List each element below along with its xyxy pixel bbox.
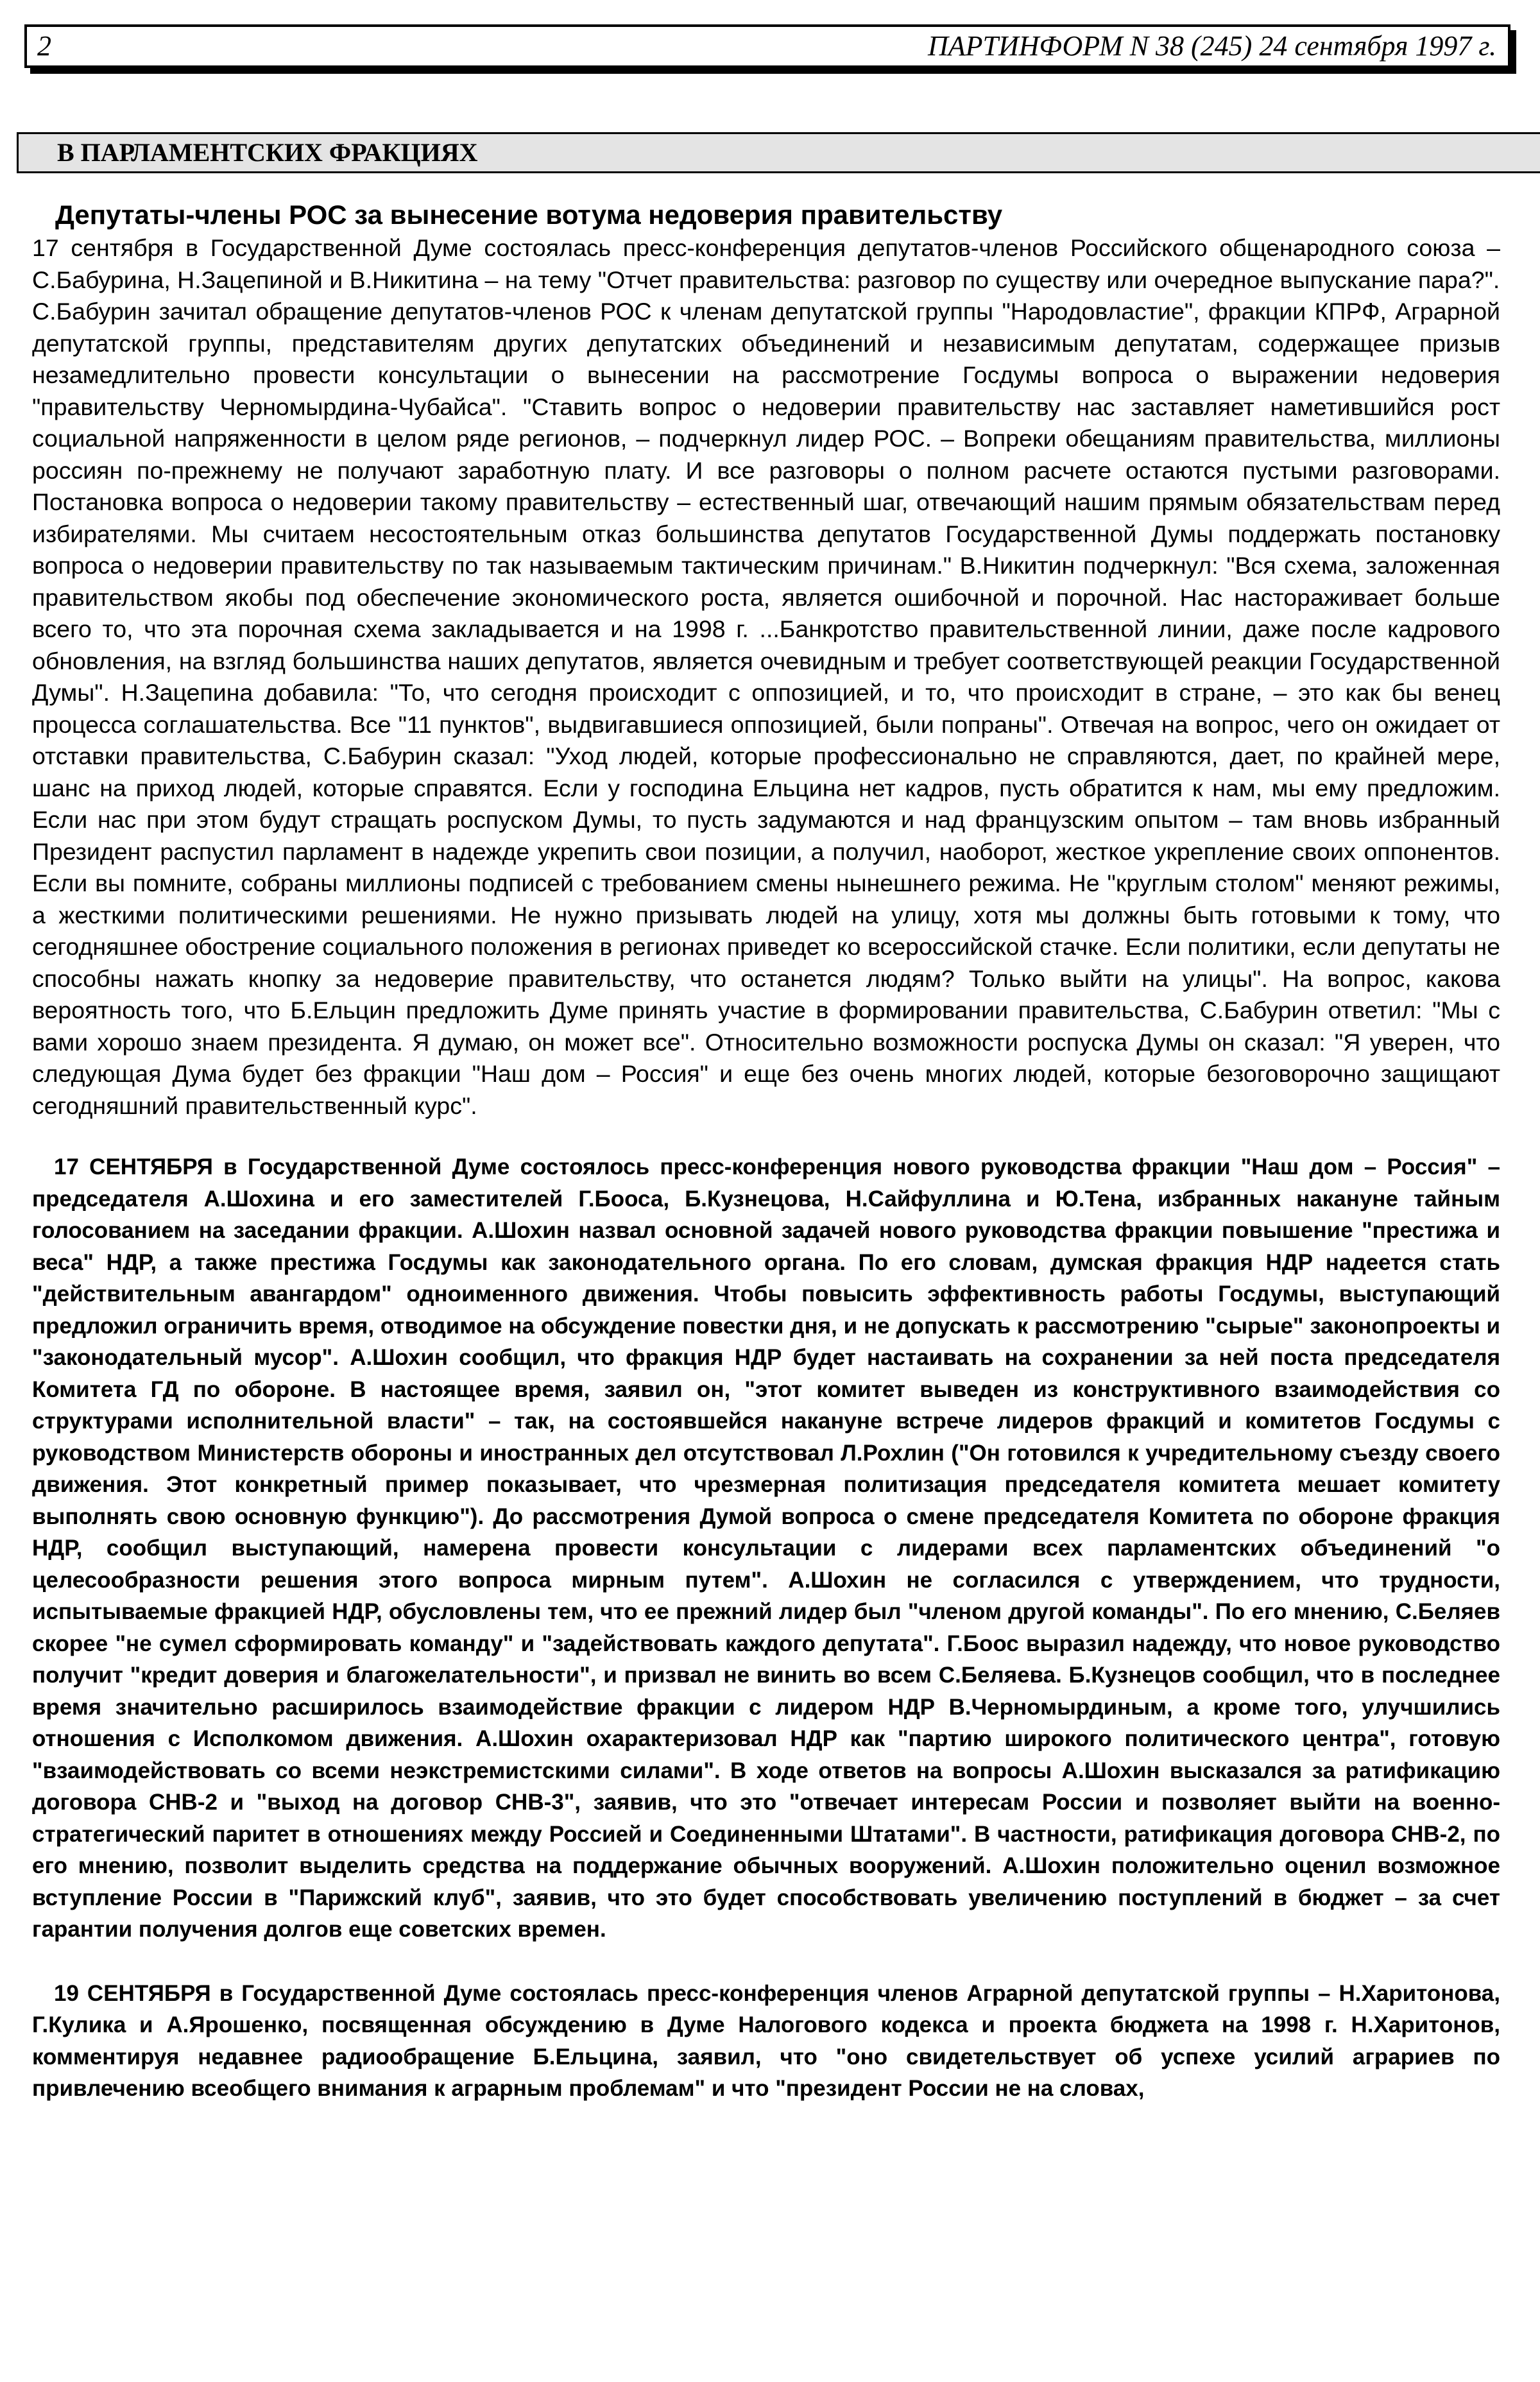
page-number: 2 bbox=[37, 30, 51, 62]
news-item-agrarian: 19 СЕНТЯБРЯ в Государственной Думе состоялась пресс-конференция членов Аграрной депутатской группы – Н.Харитонова, Г.Кулика и А.Ярошенко, посвященная обсуждению в Думе Налогового кодекса и проекта бюджета на 1998 г. Н.Харитонов, комментируя недавнее радиообращение Б.Ельцина, заявил, что "оно свидетельствует об успехе усилий аграриев по привлечению всеобщего внимания к аграрным проблемам" и что "президент России не на словах, bbox=[32, 1980, 1500, 2101]
page-header bbox=[24, 24, 1510, 68]
article-content bbox=[32, 198, 1500, 2105]
issue-info: ПАРТИНФОРМ N 38 (245) 24 сентября 1997 г. bbox=[928, 30, 1496, 62]
article-paragraph-1: 17 сентября в Государственной Думе состоялась пресс-конференция депутатов-членов Российского общенародного союза – С.Бабурина, Н.Зацепиной и В.Никитина – на тему "Отчет правительства: разговор по существу или очередное выпускание пара?". bbox=[32, 234, 1500, 293]
section-title: В ПАРЛАМЕНТСКИХ ФРАКЦИЯХ bbox=[17, 132, 1540, 173]
news-item-ndr: 17 СЕНТЯБРЯ в Государственной Думе состоялось пресс-конференция нового руководства фракции "Наш дом – Россия" – председателя А.Шохина и его заместителей Г.Бооса, Б.Кузнецова, Н.Сайфуллина и Ю.Тена, избранных накануне тайным голосованием на заседании фракции. А.Шохин назвал основной задачей нового руководства фракции повышение "престижа и веса" НДР, а также престижа Госдумы как законодательного органа. По его словам, думская фракция НДР надеется стать "действительным авангардом" одноименного движения. Чтобы повысить эффективность работы Госдумы, выступающий предложил ограничить время, отводимое на обсуждение повестки дня, и не допускать к рассмотрению "сырые" законопроекты и "законодательный мусор". А.Шохин сообщил, что фракция НДР будет настаивать на сохранении за ней поста председателя Комитета ГД по обороне. В настоящее время, заявил он, "этот комитет выведен из конструктивного взаимодействия со структурами исполнительной власти" – так, на состоявшейся накануне встрече лидеров фракций и комитетов Госдумы с руководством Министерств обороны и иностранных дел отсутствовал Л.Рохлин ("Он готовился к учредительному съезду своего движения. Этот конкретный пример показывает, что чрезмерная политизация председателя комитета мешает комитету выполнять свою основную функцию"). До рассмотрения Думой вопроса о смене председателя Комитета по обороне фракция НДР, сообщил выступающий, намерена провести консультации с лидерами всех парламентских объединений "о целесообразности решения этого вопроса мирным путем". А.Шохин не согласился с утверждением, что трудности, испытываемые фракцией НДР, обусловлены тем, что ее прежний лидер был "членом другой команды". По его мнению, С.Беляев скорее "не сумел сформировать команду" и "задействовать каждого депутата". Г.Боос выразил надежду, что новое руководство получит "кредит доверия и благожелательности", и призвал не винить во всем С.Беляева. Б.Кузнецов сообщил, что в последнее время значительно расширилось взаимодействие фракции с лидером НДР В.Черномырдиным, а кроме того, улучшились отношения с Исполкомом движения. А.Шохин охарактеризовал НДР как "партию широкого политического центра", готовую "взаимодействовать со всеми неэкстремистскими силами". В ходе ответов на вопросы А.Шохин высказался за ратификацию договора СНВ-2 и "выход на договор СНВ-3", заявив, что это "отвечает интересам России и позволяет выйти на военно-стратегический паритет в отношениях между Россией и Соединенными Штатами". В частности, ратификация договора СНВ-2, по его мнению, позволит выделить средства на поддержание обычных вооружений. А.Шохин положительно оценил возможное вступление России в "Парижский клуб", заявив, что это будет способствовать увеличению поступлений в бюджет – за счет гарантии получения долгов еще советских времен. bbox=[32, 1154, 1500, 1942]
article-title: Депутаты-члены РОС за вынесение вотума недоверия правительству bbox=[55, 200, 1003, 230]
article-paragraph-2: С.Бабурин зачитал обращение депутатов-членов РОС к членам депутатской группы "Народовластие", фракции КПРФ, Аграрной депутатской группы, представителям других депутатских объединений и независимым депутатам, содержащее призыв незамедлительно провести консультации о вынесении на рассмотрение Госдумы вопроса о выражении недоверия "правительству Черномырдина-Чубайса". "Ставить вопрос о недоверии правительству нас заставляет наметившийся рост социальной напряженности в целом ряде регионов, – подчеркнул лидер РОС. – Вопреки обещаниям правительства, миллионы россиян по-прежнему не получают заработную плату. И все разговоры о полном расчете остаются пустыми разговорами. Постановка вопроса о недоверии такому правительству – естественный шаг, отвечающий нашим прямым обязательствам перед избирателями. Мы считаем несостоятельным отказ большинства депутатов Государственной Думы поддержать постановку вопроса о недоверии правительству по так называемым тактическим причинам." В.Никитин подчеркнул: "Вся схема, заложенная правительством якобы под обеспечение экономического роста, является ошибочной и порочной. Нас настораживает больше всего то, что эта порочная схема закладывается и на 1998 г. ...Банкротство правительственной линии, даже после кадрового обновления, на взгляд большинства наших депутатов, является очевидным и требует соответствующей реакции Государственной Думы". Н.Зацепина добавила: "То, что сегодня происходит с оппозицией, и то, что происходит в стране, – это как бы венец процесса соглашательства. Все "11 пунктов", выдвигавшиеся оппозицией, были попраны". Отвечая на вопрос, чего он ожидает от отставки правительства, С.Бабурин сказал: "Уход людей, которые профессионально не справляются, дает, по крайней мере, шанс на приход людей, которые справятся. Если у господина Ельцина нет кадров, пусть обратится к нам, мы ему предложим. Если нас при этом будут стращать роспуском Думы, то пусть задумаются и над французским опытом – там вновь избранный Президент распустил парламент в надежде укрепить свои позиции, а получил, наоборот, жесткое укрепление своих оппонентов. Если вы помните, собраны миллионы подписей с требованием смены нынешнего режима. Не "круглым столом" меняют режимы, а жесткими политическими решениями. Не нужно призывать людей на улицу, хотя мы должны быть готовыми к тому, что сегодняшнее обострение социального положения в регионах приведет ко всероссийской стачке. Если политики, если депутаты не способны нажать кнопку за недоверие правительству, что останется людям? Только выйти на улицы". На вопрос, какова вероятность того, что Б.Ельцин предложить Думе принять участие в формировании правительства, С.Бабурин ответил: "Мы с вами хорошо знаем президента. Я думаю, он может все". Относительно возможности роспуска Думы он сказал: "Я уверен, что следующая Дума будет без фракции "Наш дом – Россия" и еще без очень многих людей, которые безоговорочно защищают сегодняшний правительственный курс". bbox=[32, 298, 1500, 1119]
